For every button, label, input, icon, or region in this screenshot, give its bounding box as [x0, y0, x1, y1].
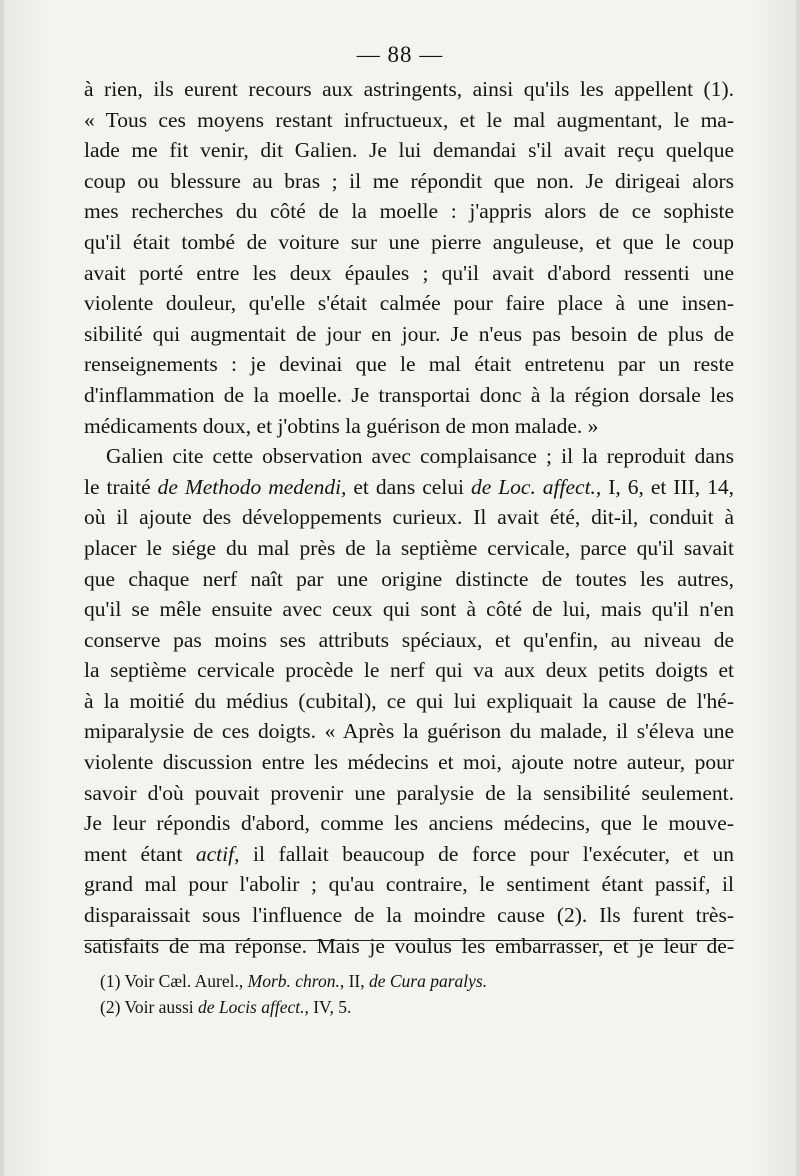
italic-title: de Cura paralys.	[368, 971, 488, 991]
footnote-number: (1)	[100, 971, 121, 991]
text-line: coup ou blessure au bras ; il me répondit que non. Je dirigeai alors	[84, 168, 734, 193]
text-run: le traité	[84, 474, 158, 499]
text-line: Je leur répondis d'abord, comme les anciens médecins, que le mouve-	[84, 811, 734, 836]
text-run: il fallait beaucoup de force pour l'exécuter, et un	[239, 841, 734, 866]
text-line: « Tous ces moyens restant infructueux, et le mal augmentant, le ma-	[84, 107, 734, 132]
text-line: qu'il était tombé de voiture sur une pierre anguleuse, et que le coup	[84, 229, 734, 254]
text-line: que chaque nerf naît par une origine distincte de toutes les autres,	[84, 566, 734, 591]
italic-title: de Methodo medendi,	[157, 474, 347, 499]
text-line: conserve pas moins ses attributs spéciaux, et qu'enfin, au niveau de	[84, 627, 734, 652]
italic-title: Morb. chron.	[247, 971, 340, 991]
page-number: — 88 —	[356, 42, 444, 67]
text-line: où il ajoute des développements curieux. Il avait été, dit-il, conduit à	[84, 505, 734, 530]
text-line: violente discussion entre les médecins et moi, ajoute notre auteur, pour	[84, 750, 734, 775]
italic-title: de Locis affect.	[198, 997, 305, 1017]
footnote-divider	[84, 940, 734, 941]
text-line: grand mal pour l'abolir ; qu'au contraire, le sentiment étant passif, il	[84, 872, 734, 897]
text-run: ment étant	[84, 841, 196, 866]
text-run: et dans celui	[346, 474, 471, 499]
text-line: qu'il se mêle ensuite avec ceux qui sont à côté de lui, mais qu'il n'en	[84, 597, 734, 622]
text-line: renseignements : je devinai que le mal était entretenu par un reste	[84, 352, 734, 377]
text-line: d'inflammation de la moelle. Je transportai donc à la région dorsale les	[84, 382, 734, 407]
paragraph-start-line: Galien cite cette observation avec complaisance ; il la reproduit dans	[106, 444, 734, 469]
italic-title: de Loc. affect.,	[470, 474, 602, 499]
text-line: disparaissait sous l'influence de la moindre cause (2). Ils furent très-	[84, 903, 734, 928]
text-run: , IV, 5.	[304, 997, 352, 1017]
footnotes	[100, 968, 740, 1020]
text-line: mes recherches du côté de la moelle : j'appris alors de ce sophiste	[84, 199, 734, 224]
footnote-2	[100, 994, 740, 1020]
text-line-with-citation	[84, 472, 734, 503]
text-line: violente douleur, qu'elle s'était calmée pour faire place à une insen-	[84, 291, 734, 316]
text-line: miparalysie de ces doigts. « Après la guérison du malade, il s'éleva une	[84, 719, 734, 744]
text-line: lade me fit venir, dit Galien. Je lui demandai s'il avait reçu quelque	[84, 138, 734, 163]
right-page-edge	[796, 0, 800, 1176]
left-page-edge	[0, 0, 4, 1176]
italic-word: actif,	[195, 841, 240, 866]
text-run: Voir aussi	[120, 997, 199, 1017]
text-line: sibilité qui augmentait de jour en jour. Je n'eus pas besoin de plus de	[84, 321, 734, 346]
text-line: la septième cervicale procède le nerf qui va aux deux petits doigts et	[84, 658, 734, 683]
text-line-with-emphasis	[84, 839, 734, 870]
text-run: I, 6, et III, 14,	[601, 474, 734, 499]
text-line: médicaments doux, et j'obtins la guérison de mon malade. »	[84, 413, 599, 438]
text-line: placer le siége du mal près de la septième cervicale, parce qu'il savait	[84, 535, 734, 560]
text-line: avait porté entre les deux épaules ; qu'il avait d'abord ressenti une	[84, 260, 734, 285]
text-line: satisfaits de ma réponse. Mais je voulus les embarrasser, et je leur de-	[84, 933, 734, 958]
text-line: savoir d'où pouvait provenir une paralysie de la sensibilité seulement.	[84, 780, 734, 805]
text-run: , II,	[339, 971, 369, 991]
body-text	[84, 74, 734, 961]
footnote-number: (2)	[100, 997, 121, 1017]
text-line: à rien, ils eurent recours aux astringents, ainsi qu'ils les appellent (1).	[84, 77, 734, 101]
text-line: à la moitié du médius (cubital), ce qui lui expliquait la cause de l'hé-	[84, 688, 734, 713]
footnote-1	[100, 968, 740, 994]
text-run: Voir Cæl. Aurel.,	[120, 971, 248, 991]
